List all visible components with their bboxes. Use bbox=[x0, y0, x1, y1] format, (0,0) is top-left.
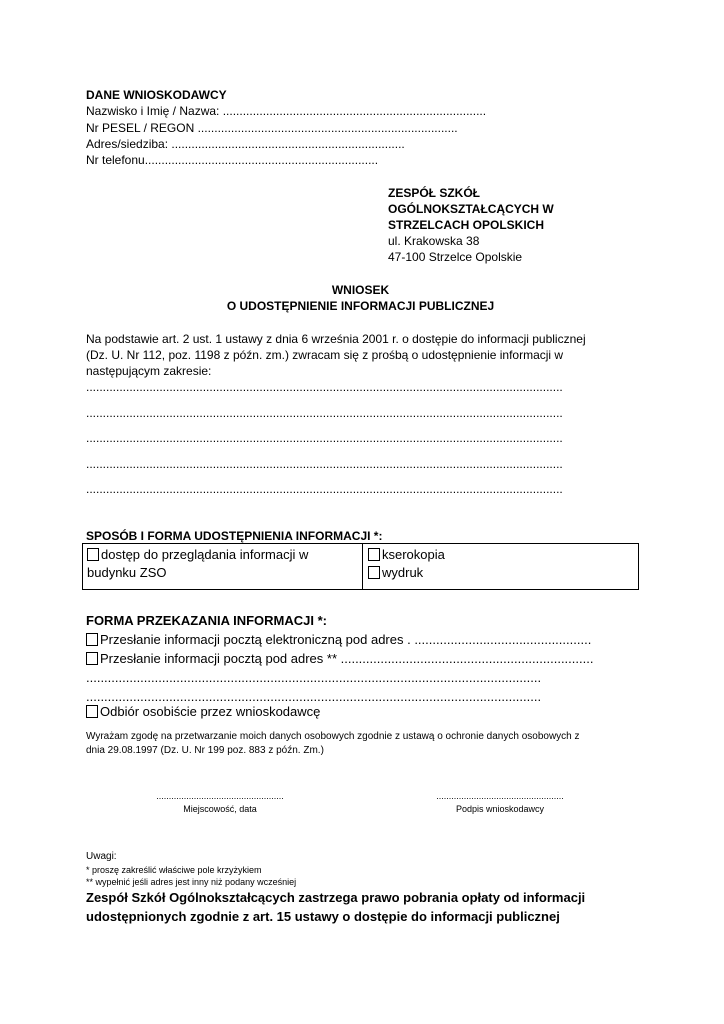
scope-input-line[interactable]: ............................................................................................................................................... bbox=[86, 431, 563, 445]
option-reading-room-cont: budynku ZSO bbox=[87, 565, 167, 580]
option-label: Odbiór osobiście przez wnioskodawcę bbox=[100, 704, 321, 719]
consent-line: Wyrażam zgodę na przetwarzanie moich danych osobowych zgodnie z ustawą o ochronie danych osobowych z bbox=[86, 731, 580, 742]
table-divider bbox=[362, 544, 363, 589]
applicant-heading: DANE WNIOSKODAWCY bbox=[86, 88, 227, 102]
recipient-city: 47-100 Strzelce Opolskie bbox=[388, 250, 523, 264]
notes-heading: Uwagi: bbox=[86, 851, 117, 862]
option-email[interactable] bbox=[86, 631, 591, 649]
option-photocopy[interactable] bbox=[368, 546, 445, 563]
recipient-name-line: OGÓLNOKSZTAŁCĄCYCH W bbox=[388, 202, 554, 216]
option-post[interactable] bbox=[86, 650, 593, 668]
checkbox-icon[interactable] bbox=[368, 548, 380, 561]
note-item: * proszę zakreślić właściwe pole krzyżykiem bbox=[86, 865, 262, 875]
place-date-label: Miejscowość, data bbox=[183, 804, 257, 814]
option-reading-room[interactable] bbox=[87, 546, 308, 563]
scope-input-line[interactable]: ............................................................................................................................................... bbox=[86, 406, 563, 420]
request-paragraph-line: Na podstawie art. 2 ust. 1 ustawy z dnia 6 września 2001 r. o dostępie do informacji publicznej bbox=[86, 332, 586, 346]
consent-line: dnia 29.08.1997 (Dz. U. Nr 199 poz. 883 z późn. Zm.) bbox=[86, 745, 324, 756]
checkbox-icon[interactable] bbox=[368, 566, 380, 579]
request-paragraph-line: następującym zakresie: bbox=[86, 364, 212, 378]
option-label: Przesłanie informacji pocztą pod adres ** ...................................................................... bbox=[100, 651, 594, 666]
signature-dots[interactable]: ................................................... bbox=[436, 791, 564, 801]
signature-label: Podpis wnioskodawcy bbox=[455, 804, 545, 814]
document-title: WNIOSEK bbox=[331, 283, 390, 297]
access-form-heading: SPOSÓB I FORMA UDOSTĘPNIENIA INFORMACJI *: bbox=[86, 529, 383, 543]
document-subtitle: O UDOSTĘPNIENIE INFORMACJI PUBLICZNEJ bbox=[226, 299, 495, 313]
applicant-phone-field[interactable]: Nr telefonu...................................................................... bbox=[86, 153, 379, 167]
fee-notice-line: udostępnionych zgodnie z art. 15 ustawy o dostępie do informacji publicznej bbox=[86, 909, 560, 924]
option-label: Przesłanie informacji pocztą elektroniczną pod adres . ................................................. bbox=[100, 632, 592, 647]
access-form-table bbox=[82, 543, 639, 590]
recipient-street: ul. Krakowska 38 bbox=[388, 234, 480, 248]
recipient-name-line: STRZELCACH OPOLSKICH bbox=[388, 218, 544, 232]
option-label: kserokopia bbox=[382, 547, 445, 562]
scope-input-line[interactable]: ............................................................................................................................................... bbox=[86, 380, 563, 394]
option-pickup[interactable] bbox=[86, 703, 320, 721]
option-printout[interactable] bbox=[368, 564, 423, 581]
checkbox-icon[interactable] bbox=[87, 548, 99, 561]
post-address-line[interactable]: .............................................................................................................................. bbox=[86, 670, 542, 685]
recipient-name-line: ZESPÓŁ SZKÓŁ bbox=[388, 186, 481, 200]
request-paragraph-line: (Dz. U. Nr 112, poz. 1198 z późn. zm.) zwracam się z prośbą o udostępnienie informacji w bbox=[86, 348, 564, 362]
option-label: dostęp do przeglądania informacji w bbox=[101, 547, 309, 562]
note-item: ** wypełnić jeśli adres jest inny niż podany wcześniej bbox=[86, 877, 297, 887]
delivery-form-heading: FORMA PRZEKAZANIA INFORMACJI *: bbox=[86, 613, 327, 628]
applicant-address-field[interactable]: Adres/siedziba: ...................................................................... bbox=[86, 137, 405, 151]
checkbox-icon[interactable] bbox=[86, 652, 98, 665]
scope-input-line[interactable]: ............................................................................................................................................... bbox=[86, 457, 563, 471]
applicant-pesel-field[interactable]: Nr PESEL / REGON .............................................................................. bbox=[86, 121, 458, 135]
option-label: wydruk bbox=[382, 565, 424, 580]
post-address-line[interactable]: .............................................................................................................................. bbox=[86, 689, 542, 704]
scope-input-line[interactable]: ............................................................................................................................................... bbox=[86, 482, 563, 496]
place-date-dots[interactable]: ................................................... bbox=[156, 791, 284, 801]
checkbox-icon[interactable] bbox=[86, 633, 98, 646]
applicant-name-field[interactable]: Nazwisko i Imię / Nazwa: ............................................................................... bbox=[86, 104, 487, 118]
checkbox-icon[interactable] bbox=[86, 705, 98, 718]
fee-notice-line: Zespół Szkół Ogólnokształcących zastrzega prawo pobrania opłaty od informacji bbox=[86, 890, 586, 905]
